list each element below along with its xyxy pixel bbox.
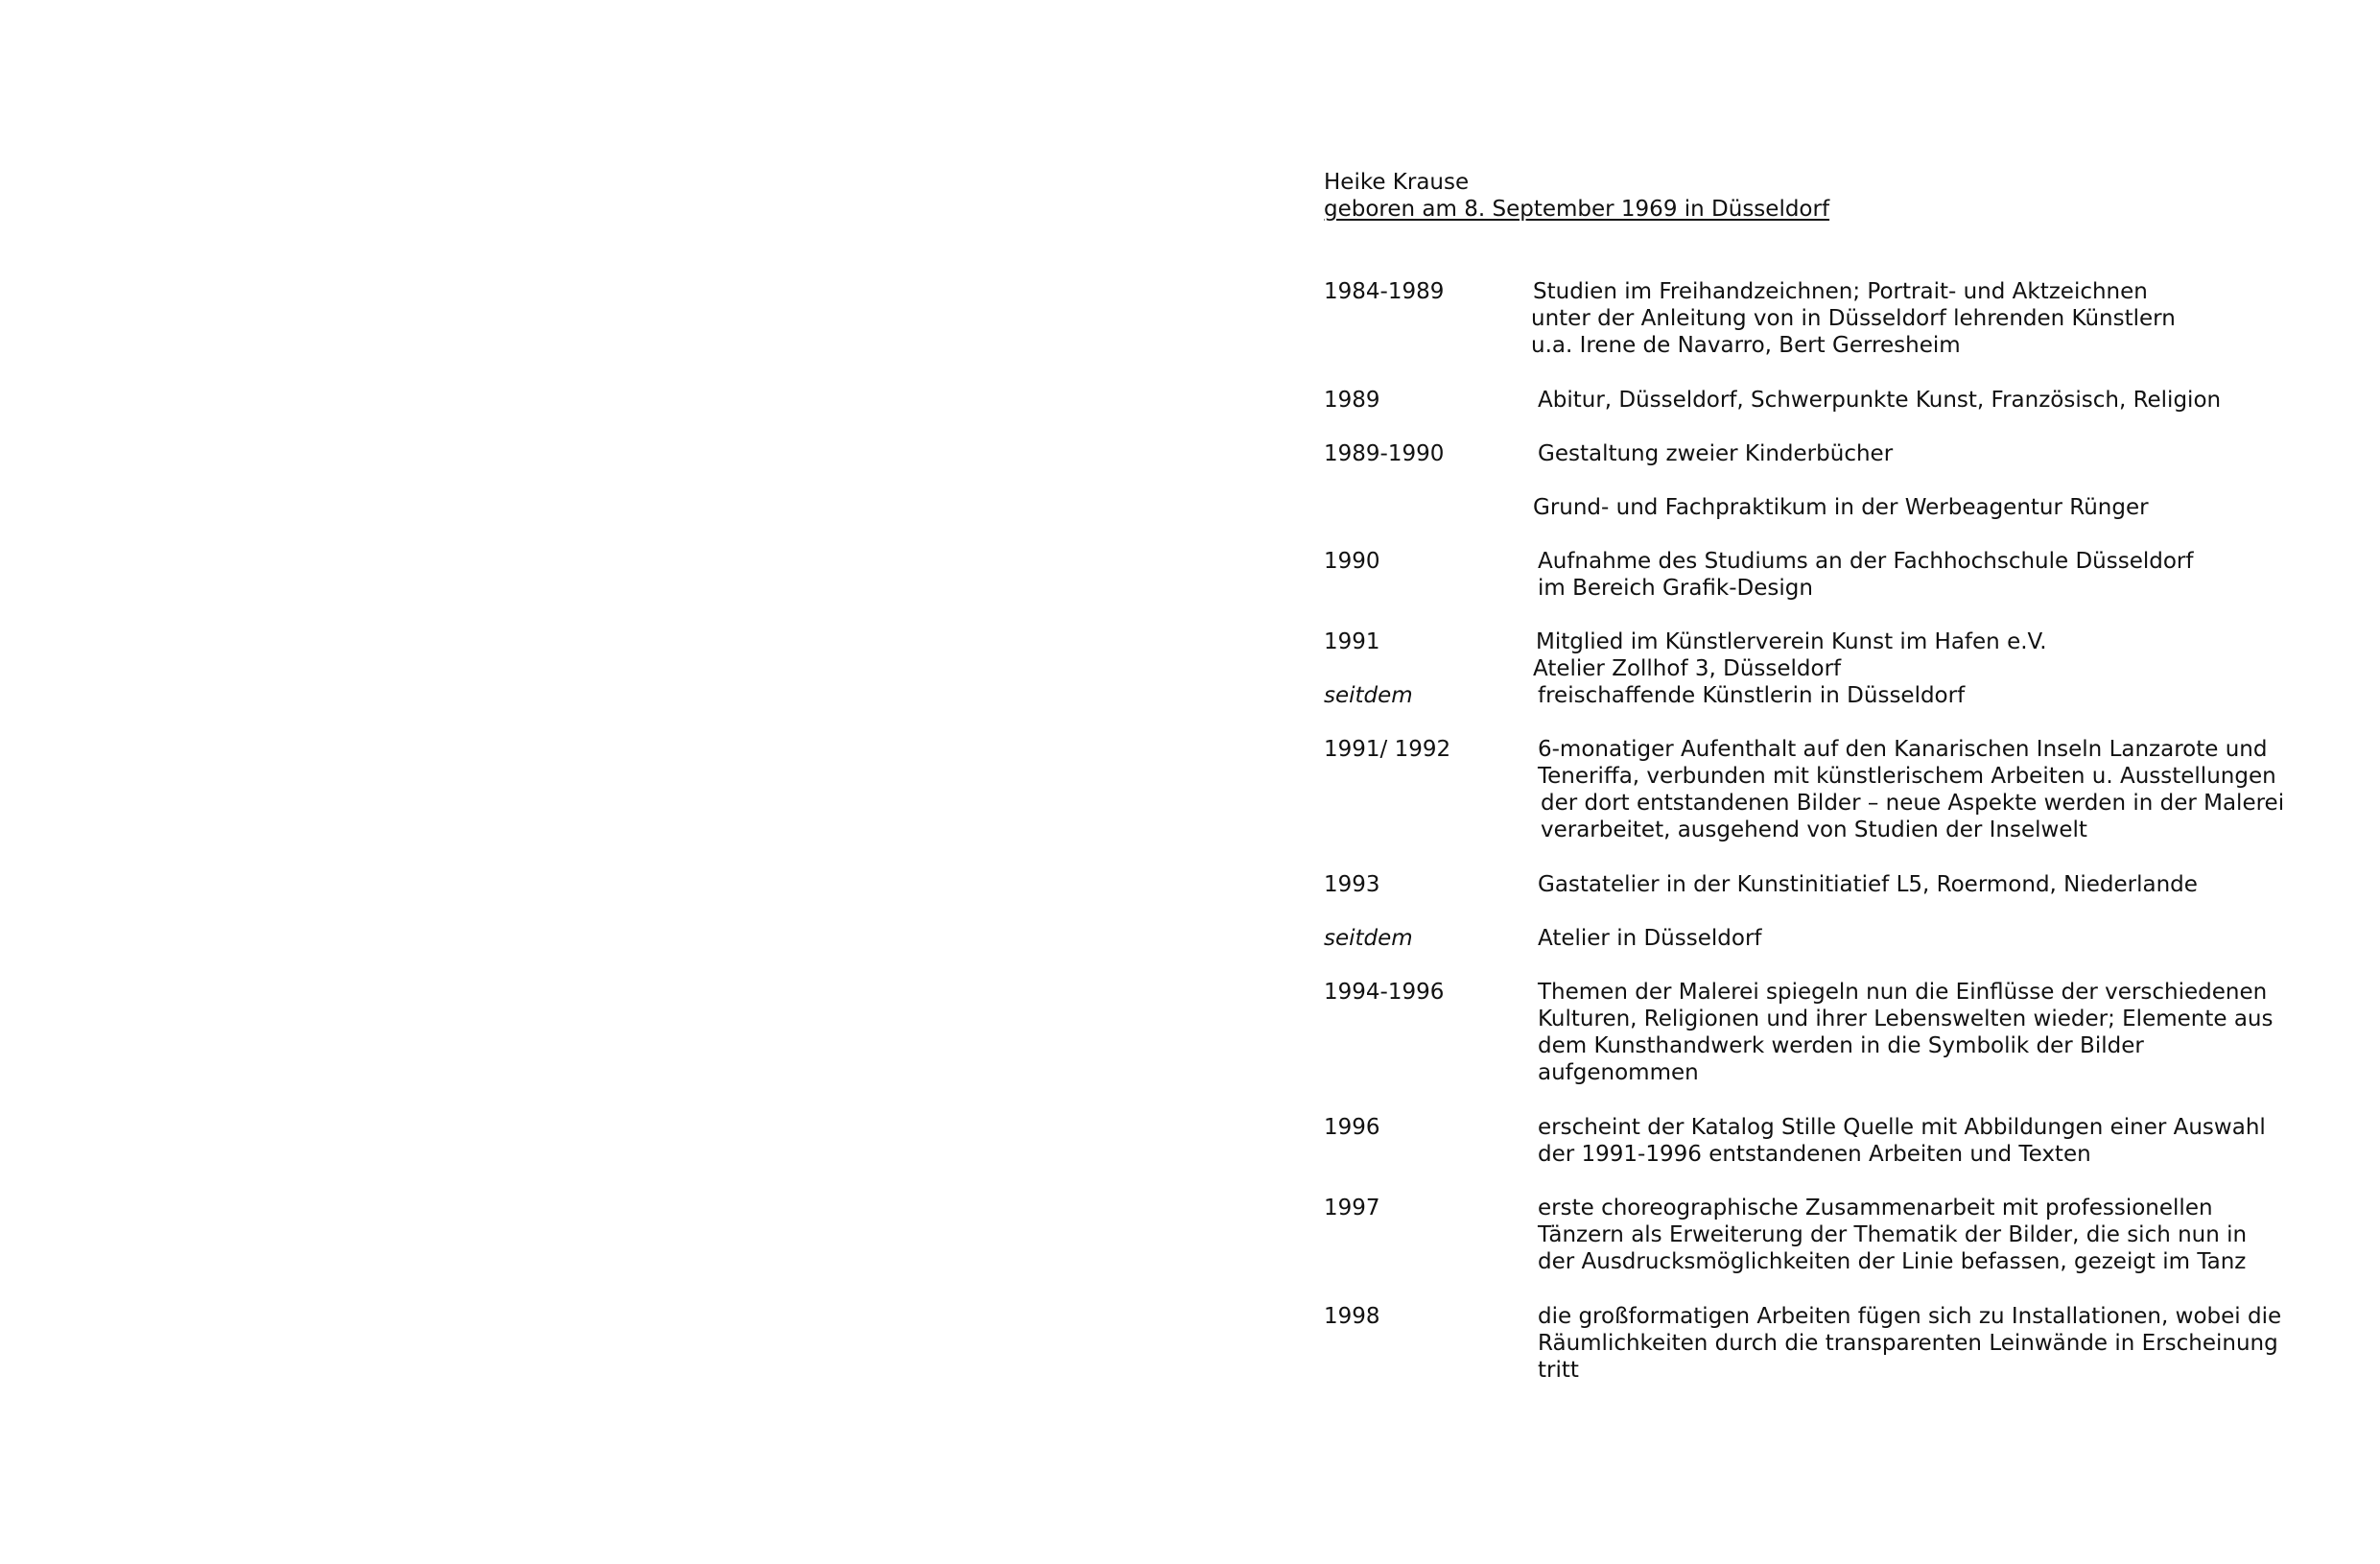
entry-description bbox=[1538, 925, 1762, 952]
entry-line: Themen der Malerei spiegeln nun die Einflüsse der verschiedenen bbox=[1538, 980, 2268, 1005]
entry-line: erste choreographische Zusammenarbeit mit professionellen bbox=[1538, 1196, 2213, 1220]
entry-description bbox=[1538, 682, 1965, 709]
entry-description bbox=[1533, 278, 2176, 359]
entry-line: Abitur, Düsseldorf, Schwerpunkte Kunst, Französisch, Religion bbox=[1538, 388, 2222, 413]
entry-year: 1994-1996 bbox=[1324, 980, 1445, 1005]
entry-line: im Bereich Grafik-Design bbox=[1538, 576, 1813, 601]
entry-line: Aufnahme des Studiums an der Fachhochschule Düsseldorf bbox=[1538, 549, 2194, 574]
entry-line: Atelier in Düsseldorf bbox=[1538, 926, 1762, 951]
entry-line: erscheint der Katalog Stille Quelle mit Abbildungen einer Auswahl bbox=[1538, 1115, 2266, 1140]
entry-line: der Ausdrucksmöglichkeiten der Linie befassen, gezeigt im Tanz bbox=[1538, 1249, 2247, 1274]
entry-line: der 1991-1996 entstandenen Arbeiten und Texten bbox=[1538, 1142, 2091, 1167]
entry-line: Räumlichkeiten durch die transparenten Leinwände in Erscheinung bbox=[1538, 1331, 2278, 1356]
entry-description bbox=[1538, 871, 2198, 898]
entry-year: seitdem bbox=[1324, 683, 1413, 708]
entry-line: Mitglied im Künstlerverein Kunst im Hafen e.V. bbox=[1536, 629, 2047, 654]
entry-line: Tänzern als Erweiterung der Thematik der Bilder, die sich nun in bbox=[1538, 1222, 2248, 1247]
entry-line: Kulturen, Religionen und ihrer Lebenswelten wieder; Elemente aus bbox=[1538, 1007, 2274, 1031]
entry-line: Atelier Zollhof 3, Düsseldorf bbox=[1533, 656, 1842, 681]
entry-line: die großformatigen Arbeiten fügen sich zu Installationen, wobei die bbox=[1538, 1304, 2282, 1329]
entry-line: freischaffende Künstlerin in Düsseldorf bbox=[1538, 683, 1966, 708]
entry-year: 1984-1989 bbox=[1324, 279, 1445, 304]
entry-description bbox=[1533, 494, 2149, 521]
entry-line: Gestaltung zweier Kinderbücher bbox=[1538, 441, 1894, 466]
entry-line: tritt bbox=[1538, 1358, 1579, 1383]
entry-year: 1998 bbox=[1324, 1304, 1380, 1329]
entry-year: 1990 bbox=[1324, 549, 1380, 574]
entry-line: Gastatelier in der Kunstinitiatief L5, Roermond, Niederlande bbox=[1538, 872, 2198, 897]
entry-line: Teneriffa, verbunden mit künstlerischem Arbeiten u. Ausstellungen bbox=[1538, 764, 2276, 789]
entry-description bbox=[1533, 628, 2047, 682]
entry-line: Studien im Freihandzeichnen; Portrait- und Aktzeichnen bbox=[1533, 279, 2148, 304]
entry-year: 1991/ 1992 bbox=[1324, 737, 1451, 762]
cv-header bbox=[1324, 169, 1829, 223]
entry-line: Grund- und Fachpraktikum in der Werbeagentur Rünger bbox=[1533, 495, 2149, 520]
entry-year: 1997 bbox=[1324, 1196, 1380, 1220]
entry-year: 1989 bbox=[1324, 388, 1380, 413]
entry-line: u.a. Irene de Navarro, Bert Gerresheim bbox=[1531, 333, 1961, 358]
entry-line: unter der Anleitung von in Düsseldorf lehrenden Künstlern bbox=[1531, 306, 2176, 331]
entry-line: 6-monatiger Aufenthalt auf den Kanarischen Inseln Lanzarote und bbox=[1538, 737, 2268, 762]
entry-description bbox=[1538, 1114, 2266, 1168]
entry-year: 1996 bbox=[1324, 1115, 1380, 1140]
entry-line: der dort entstandenen Bilder – neue Aspekte werden in der Malerei bbox=[1541, 791, 2285, 816]
entry-year: 1993 bbox=[1324, 872, 1380, 897]
entry-year: 1991 bbox=[1324, 629, 1380, 654]
entry-description bbox=[1538, 979, 2274, 1086]
entry-year: 1989-1990 bbox=[1324, 441, 1445, 466]
birth-info: geboren am 8. September 1969 in Düsseldorf bbox=[1324, 197, 1830, 222]
entry-line: verarbeitet, ausgehend von Studien der Inselwelt bbox=[1541, 818, 2087, 842]
entry-description bbox=[1538, 736, 2284, 843]
entry-line: aufgenommen bbox=[1538, 1060, 1699, 1085]
entry-description bbox=[1538, 1195, 2247, 1275]
entry-line: dem Kunsthandwerk werden in die Symbolik der Bilder bbox=[1538, 1033, 2144, 1058]
entry-description bbox=[1538, 440, 1893, 467]
artist-name: Heike Krause bbox=[1324, 170, 1470, 195]
entry-description bbox=[1538, 387, 2221, 414]
entry-year: seitdem bbox=[1324, 926, 1413, 951]
entry-description bbox=[1538, 1303, 2281, 1384]
entry-description bbox=[1538, 548, 2194, 602]
